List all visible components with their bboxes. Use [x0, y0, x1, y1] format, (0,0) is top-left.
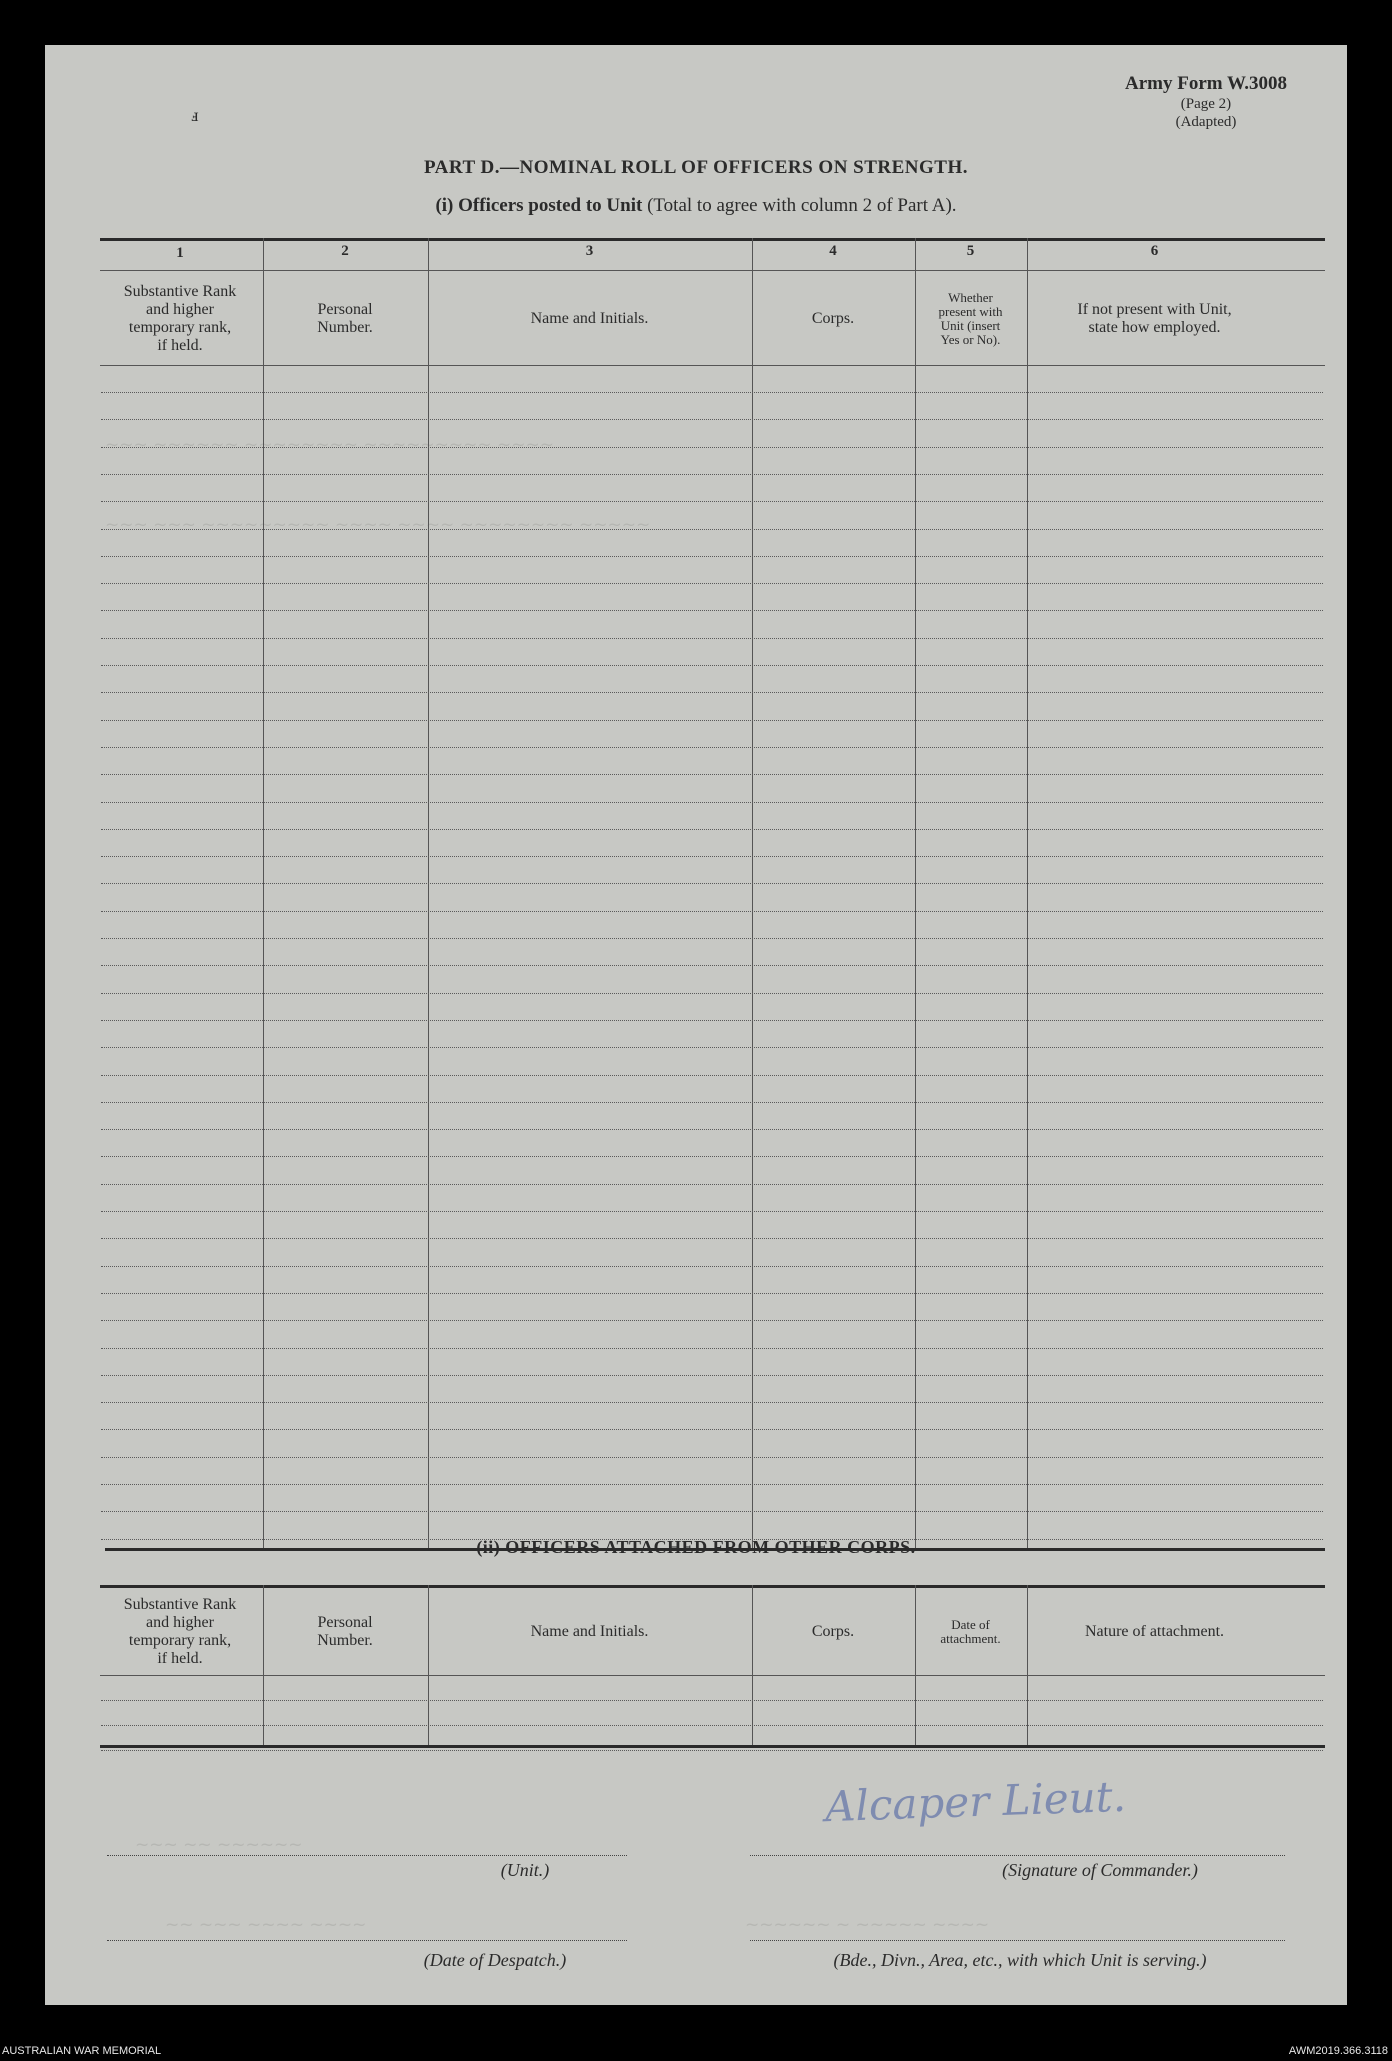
header-name-initials: Name and Initials. [530, 310, 649, 327]
ruled-row-line [101, 447, 1323, 448]
faint-handwriting-unit: ~~~ ~~ ~~~~~~ [135, 1835, 303, 1855]
form-identifier [1125, 73, 1287, 131]
attached-column-divider [1027, 1585, 1028, 1745]
ruled-row-line [101, 856, 1323, 857]
column-number-rule [100, 270, 1325, 271]
unit-label: (Unit.) [500, 1860, 550, 1880]
faint-handwriting-formation: ~~~~~~ ~ ~~~~~ ~~~~ [745, 1915, 990, 1935]
column-divider [263, 238, 264, 1548]
attached-table-top-rule [100, 1585, 1325, 1588]
col-number-6: 6 [1150, 243, 1159, 259]
archive-reference: AWM2019.366.3118 [1288, 2045, 1388, 2057]
subtitle-rest: (Total to agree with column 2 of Part A). [642, 195, 957, 216]
ruled-row-line [101, 802, 1323, 803]
ruled-row-line [101, 1511, 1323, 1512]
attached-table-bottom-rule [100, 1745, 1325, 1748]
attached-header-personal-number: Personal Number. [317, 1613, 373, 1649]
header-employment: If not present with Unit, state how employed. [1077, 301, 1232, 336]
header-corps: Corps. [811, 310, 855, 327]
archive-label: AUSTRALIAN WAR MEMORIAL [2, 2045, 162, 2057]
ruled-row-line [101, 529, 1323, 530]
ruled-row-line [101, 720, 1323, 721]
despatch-label: (Date of Despatch.) [423, 1950, 567, 1970]
attached-header-date: Date of attachment. [940, 1616, 1001, 1646]
ruled-row-line [101, 1102, 1323, 1103]
ruled-row-line [101, 583, 1323, 584]
ruled-row-line [101, 474, 1323, 475]
ruled-row-line [101, 665, 1323, 666]
ruled-row-line [101, 392, 1323, 393]
header-personal-number: Personal Number. [317, 301, 373, 336]
ruled-row-line [101, 1184, 1323, 1185]
attached-column-divider [752, 1585, 753, 1745]
subtitle-bold: (i) Officers posted to Unit [435, 195, 643, 216]
part-d-subtitle [45, 195, 1347, 217]
form-page [45, 45, 1347, 2005]
ruled-row-line [101, 1238, 1323, 1239]
form-adapted-note: (Adapted) [1175, 114, 1237, 130]
col-number-2: 2 [341, 243, 349, 259]
ruled-row-line [101, 419, 1323, 420]
ruled-row-line [101, 692, 1323, 693]
table-top-rule [100, 238, 1325, 241]
ruled-row-line [101, 911, 1323, 912]
form-page-number: (Page 2) [1180, 96, 1232, 112]
attached-column-divider [915, 1585, 916, 1745]
ruled-row-line [101, 1293, 1323, 1294]
attached-ruled-row-line [101, 1700, 1323, 1701]
ruled-row-line [101, 774, 1323, 775]
unit-line [107, 1855, 627, 1856]
column-divider [1027, 238, 1028, 1548]
ruled-row-line [101, 1211, 1323, 1212]
despatch-line [107, 1940, 627, 1941]
ruled-row-line [101, 638, 1323, 639]
ruled-row-line [101, 1348, 1323, 1349]
commander-signature: Alcaper Lieut. [824, 1771, 1127, 1832]
ruled-row-line [101, 829, 1323, 830]
attached-header-bottom-rule [100, 1675, 1325, 1676]
faint-handwriting-row: ~~~ ~~~ ~~~~~~~~~ ~~~~ ~~~~ ~~~~~~~~ ~~~~~ [105, 515, 651, 535]
attached-header-nature: Nature of attachment. [1084, 1622, 1225, 1640]
faint-handwriting-row: ~~~ ~~~~~~ ~~~~~~~~ ~~~~~~~~~ ~~~~ [105, 435, 554, 455]
ruled-row-line [101, 1484, 1323, 1485]
column-divider [428, 238, 429, 1548]
ruled-row-line [101, 1020, 1323, 1021]
form-number: Army Form W.3008 [1124, 73, 1287, 94]
formation-line [750, 1940, 1285, 1941]
ruled-row-line [101, 1375, 1323, 1376]
ruled-row-line [101, 1156, 1323, 1157]
part-d-ii-title: (ii) OFFICERS ATTACHED FROM OTHER CORPS. [476, 1537, 916, 1557]
table-bottom-rule [105, 1548, 1325, 1551]
ruled-row-line [101, 1266, 1323, 1267]
commander-label: (Signature of Commander.) [1002, 1860, 1198, 1880]
attached-header-name-initials: Name and Initials. [530, 1622, 649, 1640]
col-number-4: 4 [829, 243, 837, 259]
attached-ruled-row-line [101, 1750, 1323, 1751]
ruled-row-line [101, 747, 1323, 748]
commander-line [750, 1855, 1285, 1856]
ruled-row-line [101, 938, 1323, 939]
formation-label: (Bde., Divn., Area, etc., with which Unit is serving.) [833, 1950, 1207, 1970]
ruled-row-line [101, 610, 1323, 611]
col-number-3: 3 [585, 243, 594, 259]
ruled-row-line [101, 1129, 1323, 1130]
ruled-row-line [101, 883, 1323, 884]
attached-column-divider [428, 1585, 429, 1745]
header-bottom-rule [100, 365, 1325, 366]
faint-handwriting-date: ~~ ~~~ ~~~~ ~~~~ [165, 1915, 367, 1935]
part-d-title: PART D.—NOMINAL ROLL OF OFFICERS ON STRENGTH. [423, 157, 969, 178]
ruled-row-line [101, 501, 1323, 502]
ruled-row-line [101, 1320, 1323, 1321]
ruled-row-line [101, 965, 1323, 966]
ruled-row-line [101, 1457, 1323, 1458]
ruled-row-line [101, 1429, 1323, 1430]
ruled-row-line [101, 1075, 1323, 1076]
col-number-1: 1 [176, 245, 184, 261]
attached-ruled-row-line [101, 1725, 1323, 1726]
column-divider [915, 238, 916, 1548]
col-number-5: 5 [966, 243, 975, 259]
ruled-row-line [101, 556, 1323, 557]
ruled-row-line [101, 993, 1323, 994]
pencil-mark: ⅎ [191, 105, 199, 125]
ruled-row-line [101, 1539, 1323, 1540]
header-present: Whether present with Unit (insert Yes or No). [938, 290, 1003, 347]
header-rank: Substantive Rank and higher temporary rank, if held. [123, 283, 237, 354]
attached-header-rank: Substantive Rank and higher temporary rank, if held. [123, 1595, 237, 1667]
ruled-row-line [101, 1402, 1323, 1403]
attached-column-divider [263, 1585, 264, 1745]
column-divider [752, 238, 753, 1548]
ruled-row-line [101, 1047, 1323, 1048]
attached-header-corps: Corps. [811, 1622, 855, 1640]
